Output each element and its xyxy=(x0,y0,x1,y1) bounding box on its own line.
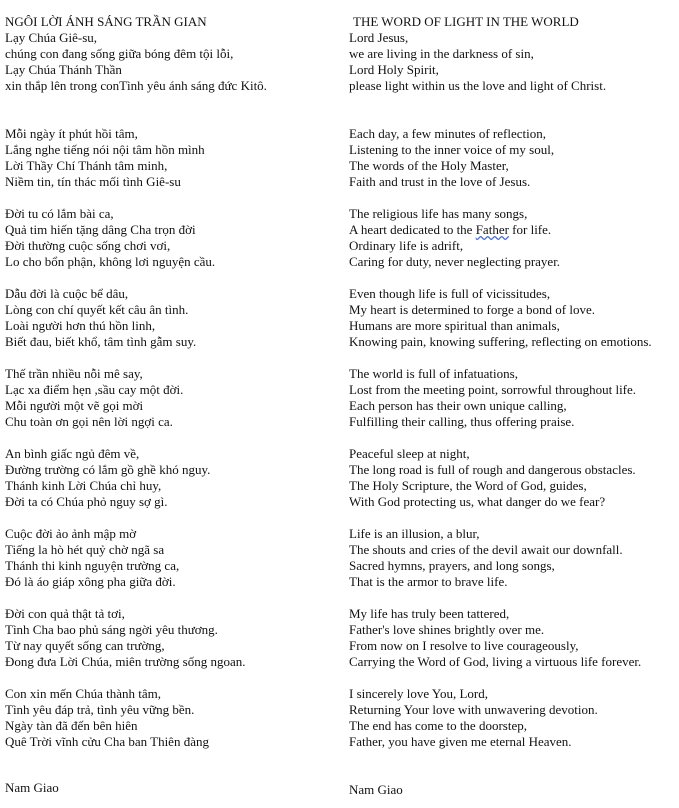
stanza xyxy=(349,126,554,190)
poem-title-vietnamese: NGÔI LỜI ÁNH SÁNG TRẦN GIAN xyxy=(5,14,207,29)
poem-line: Lạy Chúa Thánh Thần xyxy=(5,62,122,77)
stanza xyxy=(5,286,196,350)
stanza xyxy=(5,606,246,670)
poem-line: I sincerely love You, Lord, xyxy=(349,686,489,701)
poem-line: Lời Thầy Chí Thánh tâm minh, xyxy=(5,158,168,173)
poem-line: Sacred hymns, prayers, and long songs, xyxy=(349,558,555,573)
poem-line: That is the armor to brave life. xyxy=(349,574,508,589)
poem-line: The world is full of infatuations, xyxy=(349,366,518,381)
poem-line: Đó là áo giáp xông pha giữa đời. xyxy=(5,574,176,589)
poem-line: Ordinary life is adrift, xyxy=(349,238,464,253)
poem-line: The words of the Holy Master, xyxy=(349,158,509,173)
poem-line: Đời thường cuộc sống chơi vơi, xyxy=(5,238,171,253)
poem-line: Con xin mến Chúa thành tâm, xyxy=(5,686,161,701)
poem-line: Quê Trời vĩnh cửu Cha ban Thiên đàng xyxy=(5,734,209,749)
stanza xyxy=(5,206,215,270)
poem-line: Tình yêu đáp trả, tình yêu vững bền. xyxy=(5,702,195,717)
poem-line: Đời ta có Chúa phỏ nguy sợ gì. xyxy=(5,494,168,509)
poem-line: Thế trần nhiều nỗi mê say, xyxy=(5,366,143,381)
poem-line: chúng con đang sống giữa bóng đêm tội lỗi, xyxy=(5,46,234,61)
stanza xyxy=(349,30,606,94)
stanza xyxy=(349,366,636,430)
poem-line: Đường trường có lắm gồ ghề khó nguy. xyxy=(5,462,211,477)
poem-line: Loài người hơn thú hồn linh, xyxy=(5,318,156,333)
poem-line: Knowing pain, knowing suffering, reflecting on emotions. xyxy=(349,334,652,349)
poem-line: Niềm tin, tín thác mối tình Giê-su xyxy=(5,174,181,189)
poem-line: Tình Cha bao phủ sáng ngời yêu thương. xyxy=(5,622,218,637)
stanza xyxy=(349,686,598,750)
poem-line: The religious life has many songs, xyxy=(349,206,528,221)
poem-line: Tiếng la hò hét quỷ chờ ngã sa xyxy=(5,542,165,557)
author-vietnamese: Nam Giao xyxy=(5,780,59,795)
poem-line: Each day, a few minutes of reflection, xyxy=(349,126,546,141)
poem-line: Cuộc đời ảo ảnh mập mờ xyxy=(5,526,137,541)
poem-line: Dẫu đời là cuộc bể dâu, xyxy=(5,286,129,301)
poem-line: Each person has their own unique calling, xyxy=(349,398,567,413)
poem-line: From now on I resolve to live courageously, xyxy=(349,638,579,653)
poem-line: please light within us the love and light of Christ. xyxy=(349,78,607,93)
poem-line: Lo cho bổn phận, không lơi nguyện cầu. xyxy=(5,254,216,269)
stanza xyxy=(349,526,623,590)
stanza xyxy=(349,206,560,270)
poem-line: Đời tu có lắm bài ca, xyxy=(5,206,114,221)
poem-line: An bình giấc ngủ đêm về, xyxy=(5,446,140,461)
poem-line: Life is an illusion, a blur, xyxy=(349,526,480,541)
poem-line: Lạc xa điểm hẹn ,sầu cay một đời. xyxy=(5,382,184,397)
poem-line: Lắng nghe tiếng nói nội tâm hồn mình xyxy=(5,142,205,157)
poem-line: The long road is full of rough and dangerous obstacles. xyxy=(349,462,636,477)
stanza xyxy=(5,30,267,94)
poem-line: Father's love shines brightly over me. xyxy=(349,622,545,637)
poem-line: Faith and trust in the love of Jesus. xyxy=(349,174,531,189)
poem-line: we are living in the darkness of sin, xyxy=(349,46,534,61)
poem-line: Từ nay quyết sống can trường, xyxy=(5,638,165,653)
poem-line: Chu toàn ơn gọi nên lời ngợi ca. xyxy=(5,414,173,429)
poem-line: The end has come to the doorstep, xyxy=(349,718,527,733)
poem-line: Humans are more spiritual than animals, xyxy=(349,318,560,333)
poem-title-english: THE WORD OF LIGHT IN THE WORLD xyxy=(353,14,579,29)
poem-line: Lord Holy Spirit, xyxy=(349,62,439,77)
poem-line: Even though life is full of vicissitudes, xyxy=(349,286,551,301)
stanza xyxy=(349,286,652,350)
poem-line: Đong đưa Lời Chúa, miên trường sống ngoan. xyxy=(5,654,246,669)
poem-line: Father, you have given me eternal Heaven. xyxy=(349,734,572,749)
stanza xyxy=(5,526,179,590)
stanza xyxy=(5,126,205,190)
poem-line: A heart dedicated to the Father for life. xyxy=(349,222,552,237)
stanza xyxy=(349,606,641,670)
poem-line: Ngày tàn đã đến bên hiên xyxy=(5,718,138,733)
stanza xyxy=(5,686,209,750)
poem-line: My life has truly been tattered, xyxy=(349,606,510,621)
poem-line: Lord Jesus, xyxy=(349,30,409,45)
author-english: Nam Giao xyxy=(349,782,403,797)
poem-line: Mỗi ngày ít phút hồi tâm, xyxy=(5,126,138,141)
poem-line: Fulfilling their calling, thus offering praise. xyxy=(349,414,575,429)
poem-line: Thánh kinh Lời Chúa chỉ huy, xyxy=(5,478,162,493)
poem-line: xin thắp lên trong conTình yêu ánh sáng đức Kitô. xyxy=(5,78,267,93)
poem-line: Đời con quả thật tả tơi, xyxy=(5,606,125,621)
poem-line: Mỗi người một vẽ gọi mời xyxy=(5,398,144,413)
poem-line: The shouts and cries of the devil await our downfall. xyxy=(349,542,623,557)
poem-line: Caring for duty, never neglecting prayer. xyxy=(349,254,561,269)
poem-line: Biết đau, biết khổ, tâm tình gẫm suy. xyxy=(5,334,197,349)
stanza xyxy=(349,446,636,510)
poem-line: Thánh thi kinh nguyện trường ca, xyxy=(5,558,180,573)
stanza xyxy=(5,366,183,430)
poem-line: Lạy Chúa Giê-su, xyxy=(5,30,98,45)
stanza xyxy=(5,446,210,510)
poem-line: Lòng con chí quyết kết câu ân tình. xyxy=(5,302,189,317)
poem-line: Quả tim hiến tặng dâng Cha trọn đời xyxy=(5,222,196,237)
poem-line: My heart is determined to forge a bond of love. xyxy=(349,302,595,317)
poem-line: With God protecting us, what danger do we fear? xyxy=(349,494,606,509)
poem-line: Listening to the inner voice of my soul, xyxy=(349,142,555,157)
poem-line: The Holy Scripture, the Word of God, guides, xyxy=(349,478,587,493)
poem-line: Returning Your love with unwavering devotion. xyxy=(349,702,598,717)
spellcheck-highlight: Father xyxy=(475,222,509,237)
poem-line: Peaceful sleep at night, xyxy=(349,446,470,461)
poem-line: Carrying the Word of God, living a virtuous life forever. xyxy=(349,654,642,669)
poem-line: Lost from the meeting point, sorrowful throughout life. xyxy=(349,382,637,397)
